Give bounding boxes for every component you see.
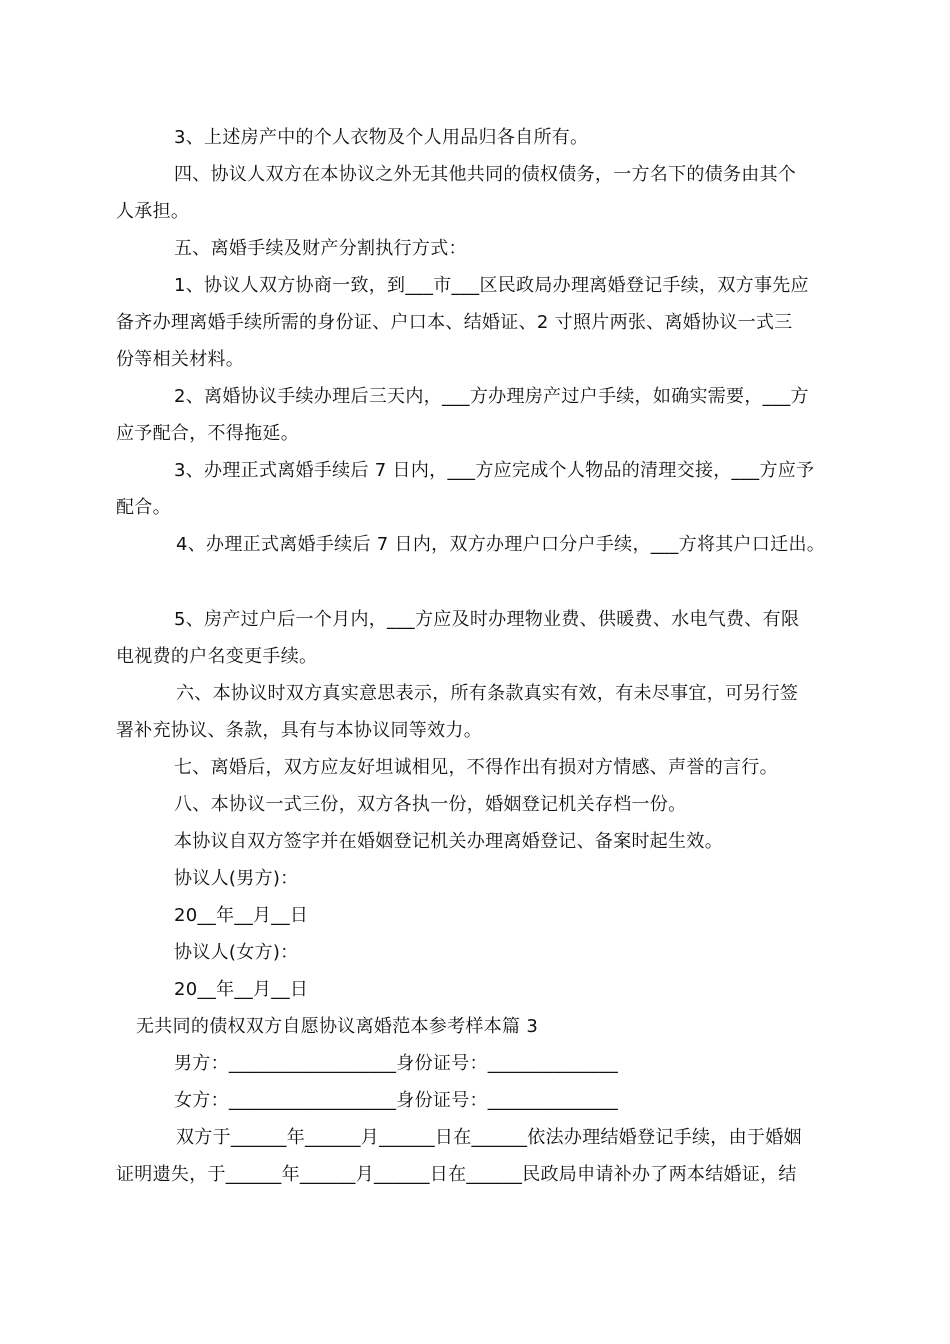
signatory-female-date: 20__年__月__日 (174, 979, 309, 1000)
clause-5-1-line1: 1、协议人双方协商一致，到___市___区民政局办理离婚登记手续，双方事先应 (174, 275, 809, 296)
marriage-registration-line1: 双方于______年______月______日在______依法办理结婚登记手续，由于婚姻 (176, 1127, 802, 1148)
clause-5-2-line1: 2、离婚协议手续办理后三天内，___方办理房产过户手续，如确实需要，___方 (174, 386, 809, 407)
marriage-registration-line2: 证明遗失，于______年______月______日在______民政局申请补办了两本结婚证，结 (116, 1164, 797, 1185)
effective-clause: 本协议自双方签字并在婚姻登记机关办理离婚登记、备案时起生效。 (174, 831, 723, 852)
clause-5-2-line2: 应予配合，不得拖延。 (116, 423, 299, 444)
clause-7: 七、离婚后，双方应友好坦诚相见，不得作出有损对方情感、声誉的言行。 (174, 757, 778, 778)
signatory-male-label: 协议人(男方)： (174, 868, 299, 889)
clause-5-3-line2: 配合。 (116, 497, 171, 518)
signatory-female-label: 协议人(女方)： (174, 942, 299, 963)
clause-5-1-line2: 备齐办理离婚手续所需的身份证、户口本、结婚证、2 寸照片两张、离婚协议一式三 (116, 312, 793, 333)
female-party-id-line: 女方：__________________身份证号：______________ (174, 1090, 618, 1111)
clause-6-line2: 署补充协议、条款，具有与本协议同等效力。 (116, 720, 482, 741)
clause-5-5-line1: 5、房产过户后一个月内，___方应及时办理物业费、供暖费、水电气费、有限 (174, 609, 800, 630)
clause-5-1-line3: 份等相关材料。 (116, 349, 245, 370)
clause-8: 八、本协议一式三份，双方各执一份，婚姻登记机关存档一份。 (174, 794, 687, 815)
clause-5-heading: 五、离婚手续及财产分割执行方式： (174, 238, 467, 259)
clause-6-line1: 六、本协议时双方真实意思表示，所有条款真实有效，有未尽事宜，可另行签 (176, 683, 799, 704)
clause-4-debts-line2: 人承担。 (116, 201, 190, 222)
signatory-male-date: 20__年__月__日 (174, 905, 309, 926)
clause-5-5-line2: 电视费的户名变更手续。 (116, 646, 318, 667)
clause-5-4: 4、办理正式离婚手续后 7 日内，双方办理户口分户手续，___方将其户口迁出。 (176, 534, 826, 555)
clause-5-3-line1: 3、办理正式离婚手续后 7 日内，___方应完成个人物品的清理交接，___方应予 (174, 460, 815, 481)
clause-4-debts-line1: 四、协议人双方在本协议之外无其他共同的债权债务，一方名下的债务由其个 (174, 164, 797, 185)
clause-3-personal-items: 3、上述房产中的个人衣物及个人用品归各自所有。 (174, 127, 589, 148)
male-party-id-line: 男方：__________________身份证号：______________ (174, 1053, 618, 1074)
sample-3-title: 无共同的债权双方自愿协议离婚范本参考样本篇 3 (136, 1016, 539, 1037)
